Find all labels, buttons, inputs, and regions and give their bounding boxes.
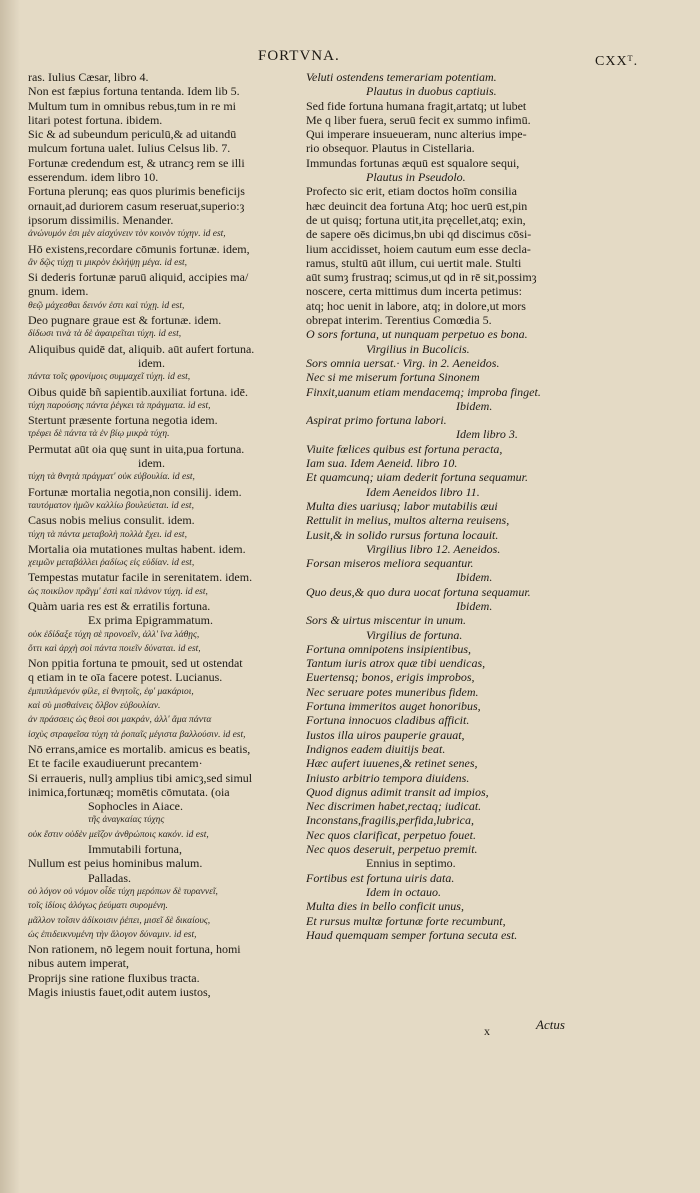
text-line: Magis iniustis fauet,odit autem iustos,	[28, 985, 211, 999]
text-line: aūt sumȝ frustraq; scimus,ut qd in rē sit,possimȝ	[306, 270, 537, 285]
text-line: Si dederis fortunæ paruū aliquid, accipies ma/	[28, 270, 249, 285]
text-line: Inconstans,fragilis,perfida,lubrica,	[306, 813, 474, 828]
text-line: καὶ σὺ μισθαίνεις ὄλβον εὐβουλίαν.	[28, 701, 161, 712]
text-line: Sors & uirtus miscentur in unum.	[306, 613, 467, 628]
text-line: Veluti ostendens temerariam potentiam.	[306, 70, 497, 84]
text-line: de sapere oēs dicimus,bn ubi qd discimus cōsi-	[306, 227, 532, 242]
text-line: Nec seruare potes muneribus fidem.	[306, 684, 479, 699]
page-gutter-shadow	[0, 0, 20, 1193]
folio-number: CXXᵀ.	[595, 54, 639, 69]
text-line: ἀν πράσσεις ὡς θεοὶ σοι μακράν, ἀλλ' ἅμα πάντα	[28, 715, 212, 726]
text-line: Idem Aeneidos libro 11.	[366, 484, 480, 499]
text-line: ornauit,ad duriorem casum reseruat,superio:ȝ	[28, 198, 245, 213]
text-line: Hō existens,recordare cōmunis fortunæ. idem,	[28, 241, 250, 256]
text-line: esserendum. idem libro 10.	[28, 170, 159, 185]
right-column	[306, 70, 588, 942]
text-line: Sophocles in Aiace.	[88, 799, 183, 814]
text-line: δίδωσι τινὰ τὰ δὲ ἀφαιρεῖται τύχη. id est,	[28, 329, 182, 340]
catchword: Actus	[536, 1017, 565, 1032]
text-line: Fortuna innocuos cladibus afficit.	[306, 713, 470, 728]
text-line: Proprijs sine ratione fluxibus tracta.	[28, 970, 200, 985]
text-line: Immutabili fortuna,	[88, 842, 182, 857]
text-line: Rettulit in melius, multos alterna reuisens,	[306, 513, 510, 528]
text-line: ταυτόματον ἡμῶν καλλίω βουλεύεται. id est,	[28, 500, 194, 511]
text-line: τύχη τὰ πάντα μεταβολὴ πολλὰ ἔχει. id est,	[28, 529, 187, 540]
text-line: Non est fæpius fortuna tentanda. Idem lib 5.	[28, 84, 240, 99]
left-column	[28, 70, 290, 999]
text-line: litari potest fortuna. ibidem.	[28, 112, 163, 127]
text-line: ἀνώνυμόν ἐσι μὲν αἰσχύνειν τὸν κοινὸν τύχην. id est,	[28, 229, 226, 240]
text-line: hæc deuincit dea fortuna Atq; hoc uerū est,pin	[306, 198, 528, 213]
text-line: Fortunæ mortalia negotia,non consilij. idem.	[28, 484, 242, 499]
text-line: Virgilius in Bucolicis.	[366, 341, 470, 356]
text-line: de ut quisq; fortuna utit,ita pręcellet,atq; exin,	[306, 212, 526, 227]
text-line: Virgilius libro 12. Aeneidos.	[366, 541, 501, 556]
text-line: Euertensq; bonos, erigis improbos,	[306, 670, 475, 685]
text-line: τοῖς ἰδίοις ἀλόγως ῥεύματι συρομένη.	[28, 901, 168, 912]
text-line: Fortibus est fortuna uiris data.	[306, 870, 455, 885]
text-line: ὡς ἐπιδεικνυμένη τὴν ἄλογον δύναμιν. id est,	[28, 929, 197, 940]
text-line: Nec quos deseruit, perpetuo premit.	[306, 842, 478, 857]
text-line: Ennius in septimo.	[366, 856, 456, 871]
text-line: Aspirat primo fortuna labori.	[306, 413, 447, 428]
text-line: Non rationem, nō legem nouit fortuna, homi	[28, 942, 241, 957]
text-line: πάντα τοῖς φρονίμοις συμμαχεῖ τύχη. id est,	[28, 372, 191, 383]
text-line: Nullum est peius hominibus malum.	[28, 856, 203, 871]
text-line: ἐμπιπλάμενόν φίλε, εἰ θνητοῖς, ἐφ' μακάριοι,	[28, 686, 194, 697]
text-line: Et rursus multæ fortunæ forte recumbunt,	[306, 913, 506, 928]
text-line: q etiam in te oīa facere potest. Lucianus.	[28, 670, 223, 685]
text-line: Fortuna immeritos auget honoribus,	[306, 699, 481, 714]
text-line: Sors omnia uersat.· Virg. in 2. Aeneidos.	[306, 355, 500, 370]
text-line: Aliquibus quidē dat, aliquib. aūt aufert fortuna.	[28, 341, 255, 356]
text-line: Indignos eadem diuitijs beat.	[306, 741, 446, 756]
text-line: Virgilius de fortuna.	[366, 627, 463, 642]
text-line: obrepat interim. Terentius Comœdia 5.	[306, 313, 492, 328]
text-line: Ibidem.	[456, 570, 493, 585]
text-line: οὐκ ἐδίδαξε τύχη σὲ προνοεῖν, ἀλλ' ἵνα λάθῃς,	[28, 629, 200, 640]
text-line: idem.	[138, 456, 165, 471]
text-line: Deo pugnare graue est & fortunæ. idem.	[28, 313, 222, 328]
text-line: Plautus in duobus captiuis.	[366, 84, 497, 99]
text-line: Nō errans,amice es mortalib. amicus es beatis,	[28, 741, 251, 756]
running-title: FORTVNA.	[258, 48, 340, 64]
text-line: Ibidem.	[456, 398, 493, 413]
text-line: Fortunæ credendum est, & utrancȝ rem se illi	[28, 155, 245, 170]
signature-mark: x	[484, 1024, 490, 1038]
text-line: atq; hoc uenit in labore, atq; in dolore,ut mors	[306, 298, 526, 313]
text-line: Quod dignus adimit transit ad impios,	[306, 784, 489, 799]
text-line: Ex prima Epigrammatum.	[88, 613, 213, 628]
text-line: ipsorum dissimilis. Menander.	[28, 212, 174, 227]
text-line: Profecto sic erit, etiam doctos hoīm consilia	[306, 184, 517, 199]
text-line: Stertunt præsente fortuna negotia idem.	[28, 413, 218, 428]
text-line: Me q liber fuera, seruū fecit ex summo infimū.	[306, 112, 531, 127]
text-line: Haud quemquam semper fortuna secuta est.	[306, 927, 518, 942]
text-line: Multa dies in bello conficit unus,	[306, 899, 464, 914]
text-line: οὐκ ἔστιν οὐδὲν μεῖζον ἀνθρώποις κακόν. id est,	[28, 829, 209, 840]
text-line: Iam sua. Idem Aeneid. libro 10.	[306, 456, 458, 471]
text-line: Qui imperare insueueram, nunc alterius impe-	[306, 127, 527, 142]
text-line: Tantum iuris atrox quæ tibi uendicas,	[306, 656, 486, 671]
text-line: Idem in octauo.	[366, 884, 441, 899]
text-line: μᾶλλον τοῖσιν ἀδίκοισιν ῥέπει, μισεῖ δὲ δικαίους,	[28, 915, 211, 926]
text-line: rio obsequor. Plautus in Cistellaria.	[306, 141, 475, 156]
text-line: Multa dies uariusq; labor mutabilis æui	[306, 498, 498, 513]
text-line: Multum tum in omnibus rebus,tum in re mi	[28, 98, 236, 113]
text-line: Sed fide fortuna humana fragit,artatq; ut lubet	[306, 98, 527, 113]
text-line: mulcum fortuna ualet. Iulius Celsus lib. 7.	[28, 141, 231, 156]
text-line: gnum. idem.	[28, 284, 89, 299]
text-line: idem.	[138, 355, 165, 370]
text-line: Hæc aufert iuuenes,& retinet senes,	[306, 756, 478, 771]
text-line: Iustos illa uiros pauperie grauat,	[306, 727, 465, 742]
text-line: Iniusto arbitrio tempora diuidens.	[306, 770, 470, 785]
text-line: Sic & ad subeundum periculū,& ad uitandū	[28, 127, 237, 142]
text-line: Permutat aūt oia quę sunt in uita,pua fortuna.	[28, 441, 245, 456]
text-line: Mortalia oia mutationes multas habent. idem.	[28, 541, 246, 556]
text-line: τρέφει δὲ πάντα τὰ ἐν βίῳ μικρὰ τύχη.	[28, 429, 170, 440]
text-line: nibus autem imperat,	[28, 956, 129, 971]
text-line: Fortuna omnipotens insipientibus,	[306, 641, 471, 656]
text-line: ras. Iulius Cæsar, libro 4.	[28, 70, 149, 84]
text-line: lium accidisset, hoiem cautum eum esse decla-	[306, 241, 531, 256]
text-line: Viuite fœlices quibus est fortuna peracta,	[306, 441, 503, 456]
text-line: Oibus quidē bñ sapientib.auxiliat fortuna. idē.	[28, 384, 248, 399]
text-line: Palladas.	[88, 870, 131, 885]
text-line: O sors fortuna, ut nunquam perpetuo es bona.	[306, 327, 528, 342]
text-line: Et quamcunq; uiam dederit fortuna sequamur.	[306, 470, 528, 485]
text-line: θεῷ μάχεσθαι δεινόν ἐστι καὶ τύχῃ. id est,	[28, 300, 185, 311]
text-line: Lusit,& in solido rursus fortuna locauit.	[306, 527, 499, 542]
text-line: Nec discrimen habet,rectaq; iudicat.	[306, 799, 482, 814]
text-line: ὅττι καὶ ἀρχὴ σοὶ πάντα ποιεῖν δύναται. id est,	[28, 643, 201, 654]
text-line: Nec si me miserum fortuna Sinonem	[306, 370, 480, 385]
text-line: Nec quos clarificat, perpetuo fouet.	[306, 827, 476, 842]
text-line: Finxit,uanum etiam mendacemq; improba finget.	[306, 384, 541, 399]
text-line: noscere, certa mittimus dum incerta petimus:	[306, 284, 522, 299]
text-line: ἰσχὺς στραφεῖσα τύχη τὰ ῥοπαῖς μέγιστα βαλλούσιν. id est,	[28, 729, 246, 740]
text-line: χειμῶν μεταβάλλει ῥαδίως εἰς εὐδίαν. id est,	[28, 558, 195, 569]
text-line: τύχη παρούσης πάντα ῥέγκει τὰ πράγματα. id est,	[28, 400, 211, 411]
text-line: ramus, stultū aūt illum, cui uertit male. Stulti	[306, 255, 522, 270]
text-line: Immundas fortunas æquū est squalore sequi,	[306, 155, 520, 170]
text-line: Tempestas mutatur facile in serenitatem. idem.	[28, 570, 253, 585]
text-line: τῆς ἀναγκαίας τύχης	[88, 815, 165, 826]
text-line: Non ppitia fortuna te pmouit, sed ut ostendat	[28, 656, 243, 671]
text-line: Fortuna plerunq; eas quos plurimis beneficijs	[28, 184, 245, 199]
text-line: ἂν δῷς τύχῃ τι μικρὸν ἐκλήψῃ μέγα. id est,	[28, 257, 188, 268]
text-line: ὡς ποικίλον πρᾶγμ' ἐστὶ καὶ πλάνον τύχη. id est,	[28, 586, 208, 597]
text-line: Si erraueris, nullȝ amplius tibi amicȝ,sed simul	[28, 770, 253, 785]
text-line: Quo deus,& quo dura uocat fortuna sequamur.	[306, 584, 531, 599]
text-line: Forsan miseros meliora sequantur.	[306, 556, 474, 571]
text-line: inimica,fortunæq; momētis cōmutata. (oia	[28, 784, 230, 799]
text-line: Idem libro 3.	[456, 427, 518, 442]
text-line: τύχη τὰ θνητὰ πράγματ' οὐκ εὐβουλία. id est,	[28, 472, 195, 483]
text-line: οὐ λόγον οὐ νόμον οἶδε τύχη μερόπων δὲ τυραννεῖ,	[28, 886, 218, 897]
text-line: Casus nobis melius consulit. idem.	[28, 513, 195, 528]
text-line: Quàm uaria res est & erratilis fortuna.	[28, 598, 211, 613]
text-line: Et te facile exaudiuerunt precantem·	[28, 756, 203, 771]
text-line: Plautus in Pseudolo.	[366, 170, 466, 185]
text-line: Ibidem.	[456, 598, 493, 613]
